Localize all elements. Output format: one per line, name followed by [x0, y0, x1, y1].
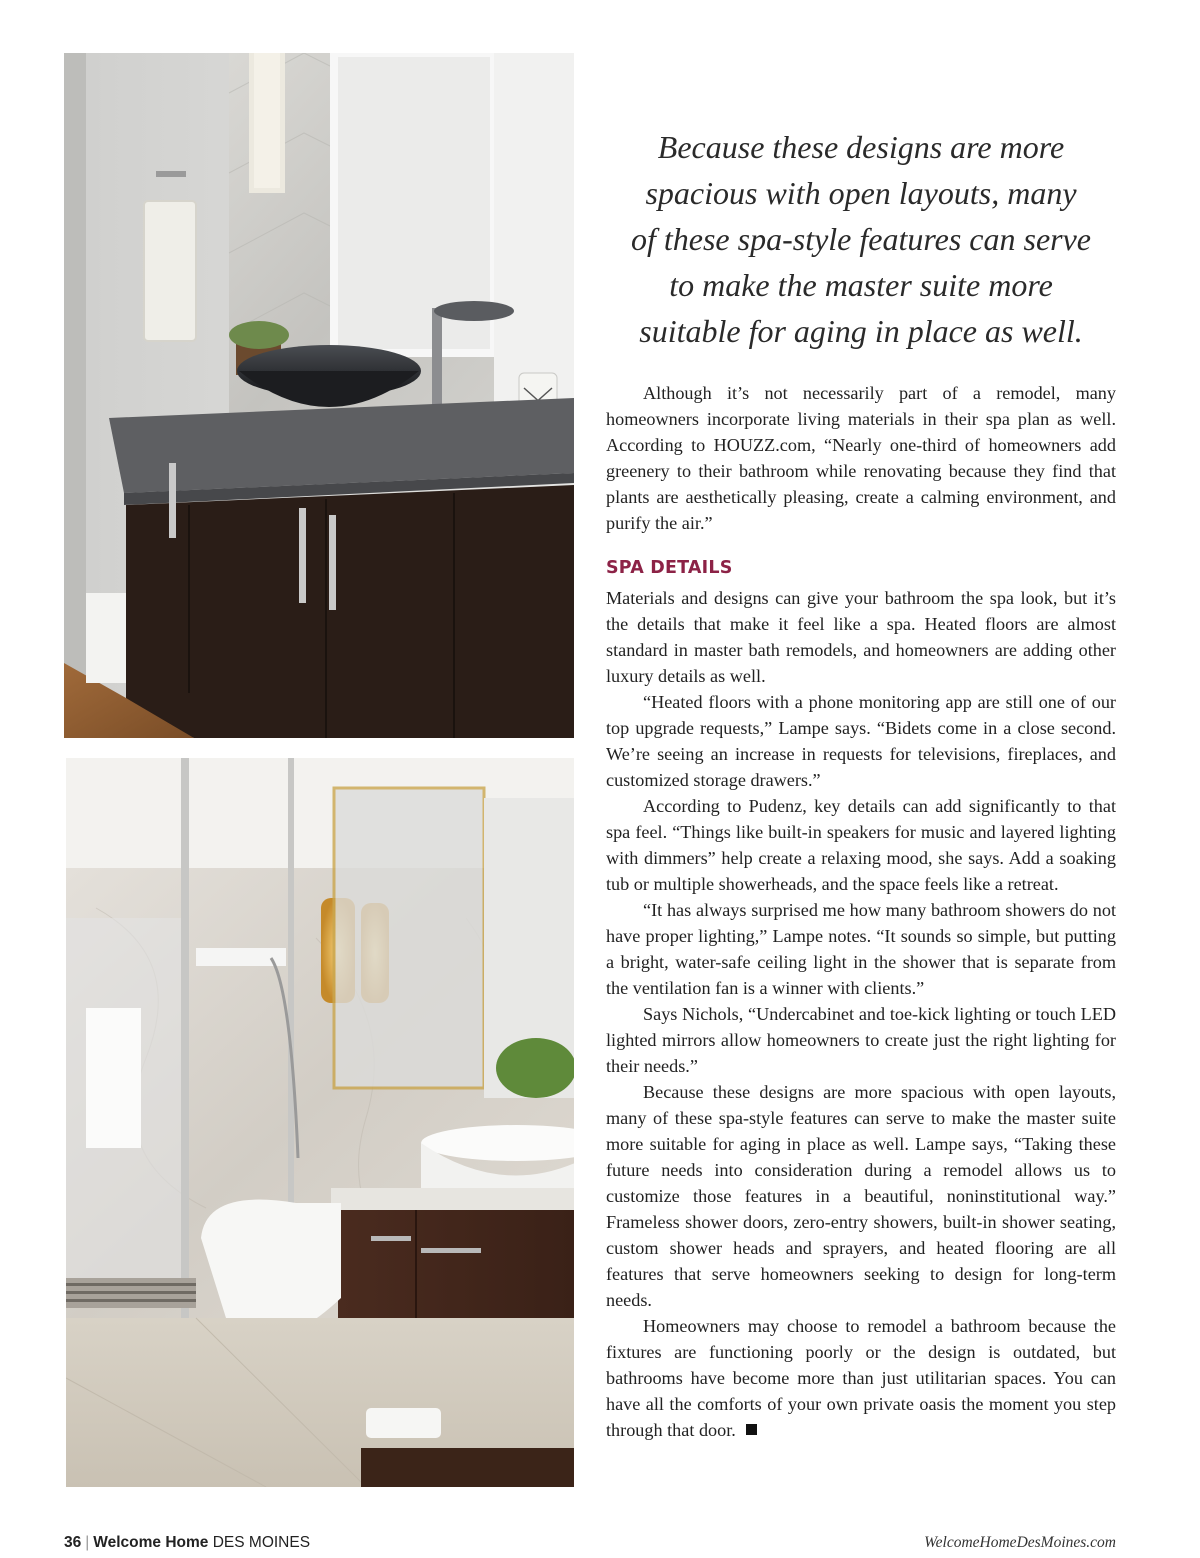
footer-folio	[64, 1534, 310, 1552]
page-number: 36	[64, 1534, 82, 1551]
pull-quote-line: spacious with open layouts, many	[645, 175, 1077, 211]
publication-name: Welcome Home	[93, 1534, 209, 1551]
footer-website: WelcomeHomeDesMoines.com	[924, 1534, 1116, 1551]
body-paragraph: Materials and designs can give your bathroom the spa look, but it’s the details that make it feel like a spa. Heated floors are almost standard in master bath remodels, and homeowners are adding other luxury details as well.	[606, 588, 1116, 686]
body-paragraph: According to Pudenz, key details can add significantly to that spa feel. “Things like built-in speakers for music and layered lighting with dimmers” help create a relaxing mood, she says. Add a soaking tub or multiple showerheads, and the space feels like a retreat.	[606, 796, 1116, 894]
body-paragraph: Says Nichols, “Undercabinet and toe-kick lighting or touch LED lighted mirrors allow homeowners to create just the right lighting for their needs.”	[606, 1004, 1116, 1076]
pull-quote-line: to make the master suite more	[669, 267, 1053, 303]
publication-city: DES MOINES	[212, 1534, 311, 1551]
body-paragraph: Because these designs are more spacious with open layouts, many of these spa-style features can serve to make the master suite more suitable for aging in place as well. Lampe says, “Taking these future needs into consideration during a remodel allows us to customize those features in a beautiful, noninstitutional way.” Frameless shower doors, zero-entry showers, built-in shower seating, custom shower heads and sprayers, and heated flooring are all features that serve homeowners seeking to design for long-term needs.	[606, 1082, 1116, 1310]
article-body	[606, 585, 1116, 1443]
body-paragraph-final	[606, 1313, 1116, 1443]
footer-separator: |	[85, 1534, 90, 1551]
article-intro	[606, 380, 1116, 536]
body-paragraph: “It has always surprised me how many bathroom showers do not have proper lighting,” Lampe notes. “It sounds so simple, but putting a bright, water-safe ceiling light in the shower that is separate from the ventilation fan is a winner with clients.”	[606, 900, 1116, 998]
pull-quote-line: suitable for aging in place as well.	[639, 313, 1083, 349]
section-heading: SPA DETAILS	[606, 558, 733, 578]
body-paragraph: “Heated floors with a phone monitoring app are still one of our top upgrade requests,” Lampe says. “Bidets come in a close second. We’re seeing an increase in requests for televisions, fireplaces, and customized storage drawers.”	[606, 692, 1116, 790]
final-paragraph-text: Homeowners may choose to remodel a bathroom because the fixtures are functioning poorly or the design is outdated, but bathrooms have become more than just utilitarian spaces. You can have all the comforts of your own private oasis the moment you step through that door.	[606, 1316, 1116, 1440]
intro-paragraph: Although it’s not necessarily part of a remodel, many homeowners incorporate living materials in their spa plan as well. According to HOUZZ.com, “Nearly one-third of homeowners add greenery to their bathroom while renovating because they find that plants are aesthetically pleasing, create a calming environment, and purify the air.”	[606, 383, 1116, 533]
pull-quote	[606, 124, 1116, 354]
end-mark-icon	[746, 1424, 757, 1435]
pull-quote-line: Because these designs are more	[657, 129, 1065, 165]
vanity-vessel-sink-photo	[64, 53, 574, 738]
pull-quote-line: of these spa-style features can serve	[630, 221, 1091, 257]
modern-bathroom-shower-photo	[66, 758, 574, 1487]
